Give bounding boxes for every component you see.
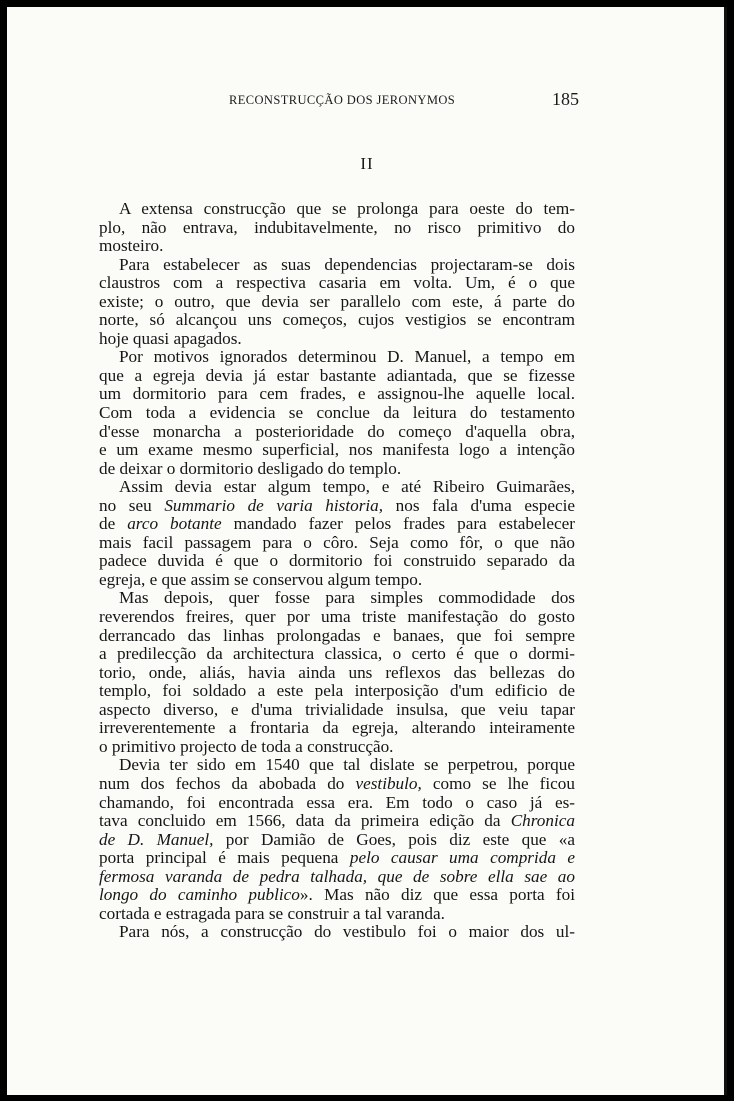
text-line: de arco botante mandado fazer pelos frades para estabelecer bbox=[99, 514, 575, 534]
text-line: que a egreja devia já estar bastante adiantada, que se fizesse bbox=[99, 365, 575, 385]
text-line: norte, só alcançou uns começos, cujos vestigios se encontram bbox=[99, 310, 575, 330]
text-line: o primitivo projecto de toda a construcção. bbox=[99, 736, 394, 756]
body-text bbox=[99, 200, 575, 942]
text-line: longo do caminho publico». Mas não diz que essa porta foi bbox=[99, 885, 575, 905]
text-line: de deixar o dormitorio desligado do templo. bbox=[99, 458, 402, 478]
text-line: Por motivos ignorados determinou D. Manuel, a tempo em bbox=[119, 347, 575, 367]
running-title: RECONSTRUCÇÃO DOS JERONYMOS bbox=[229, 93, 456, 107]
text-line: d'esse monarcha a posterioridade do começo d'aquella obra, bbox=[99, 421, 575, 441]
text-line: porta principal é mais pequena pelo causar uma comprida e bbox=[99, 848, 575, 868]
page-number: 185 bbox=[552, 89, 579, 109]
section-number: II bbox=[360, 154, 374, 173]
text-line: Devia ter sido em 1540 que tal dislate se perpetrou, porque bbox=[119, 755, 575, 775]
text-line: um dormitorio para cem frades, e assignou-lhe aquelle local. bbox=[99, 384, 575, 404]
text-line: templo, foi soldado a este pela interposição d'um edificio de bbox=[99, 681, 575, 701]
text-line: Para nós, a construcção do vestibulo foi o maior dos ul- bbox=[119, 922, 575, 942]
text-line: derrancado das linhas prolongadas e banaes, que foi sempre bbox=[99, 625, 575, 645]
running-header bbox=[229, 91, 579, 111]
text-line: num dos fechos da abobada do vestibulo, como se lhe ficou bbox=[99, 773, 575, 793]
text-line: A extensa construcção que se prolonga para oeste do tem- bbox=[119, 199, 575, 218]
text-line: existe; o outro, que devia ser parallelo com este, á parte do bbox=[99, 291, 575, 311]
text-line: padece duvida é que o dormitorio foi construido separado da bbox=[99, 551, 575, 571]
text-line: a predilecção da architectura classica, o certo é que o dormi- bbox=[99, 644, 575, 664]
text-line: aspecto diverso, e d'uma trivialidade insulsa, que veiu tapar bbox=[99, 699, 575, 719]
text-line: mais facil passagem para o côro. Seja como fôr, o que não bbox=[99, 532, 575, 552]
text-line: Mas depois, quer fosse para simples commodidade dos bbox=[119, 588, 575, 608]
text-line: hoje quasi apagados. bbox=[99, 328, 242, 348]
text-line: claustros com a respectiva casaria em volta. Um, é o que bbox=[99, 273, 575, 293]
text-line: Para estabelecer as suas dependencias projectaram-se dois bbox=[119, 254, 575, 274]
text-line: tava concluido em 1566, data da primeira edição da Chronica bbox=[99, 811, 575, 831]
text-line: plo, não entrava, indubitavelmente, no risco primitivo do bbox=[99, 217, 575, 237]
text-line: chamando, foi encontrada essa era. Em todo o caso já es- bbox=[99, 792, 575, 812]
text-line: mosteiro. bbox=[99, 236, 164, 256]
text-line: irreverentemente a frontaria da egreja, alterando inteiramente bbox=[99, 718, 575, 738]
text-line: cortada e estragada para se construir a tal varanda. bbox=[99, 903, 445, 923]
text-line: no seu Summario de varia historia, nos fala d'uma especie bbox=[99, 495, 575, 515]
text-line: de D. Manuel, por Damião de Goes, pois diz este que «a bbox=[99, 829, 575, 849]
text-line: Assim devia estar algum tempo, e até Ribeiro Guimarães, bbox=[119, 477, 575, 497]
text-line: torio, onde, aliás, havia ainda uns reflexos das bellezas do bbox=[99, 662, 575, 682]
text-line: egreja, e que assim se conservou algum tempo. bbox=[99, 569, 423, 589]
text-line: reverendos freires, quer por uma triste manifestação do gosto bbox=[99, 607, 575, 627]
text-line: Com toda a evidencia se conclue da leitura do testamento bbox=[99, 403, 575, 423]
text-line: fermosa varanda de pedra talhada, que de sobre ella sae ao bbox=[99, 866, 575, 886]
text-line: e um exame mesmo superficial, nos manifesta logo a intenção bbox=[99, 440, 575, 460]
